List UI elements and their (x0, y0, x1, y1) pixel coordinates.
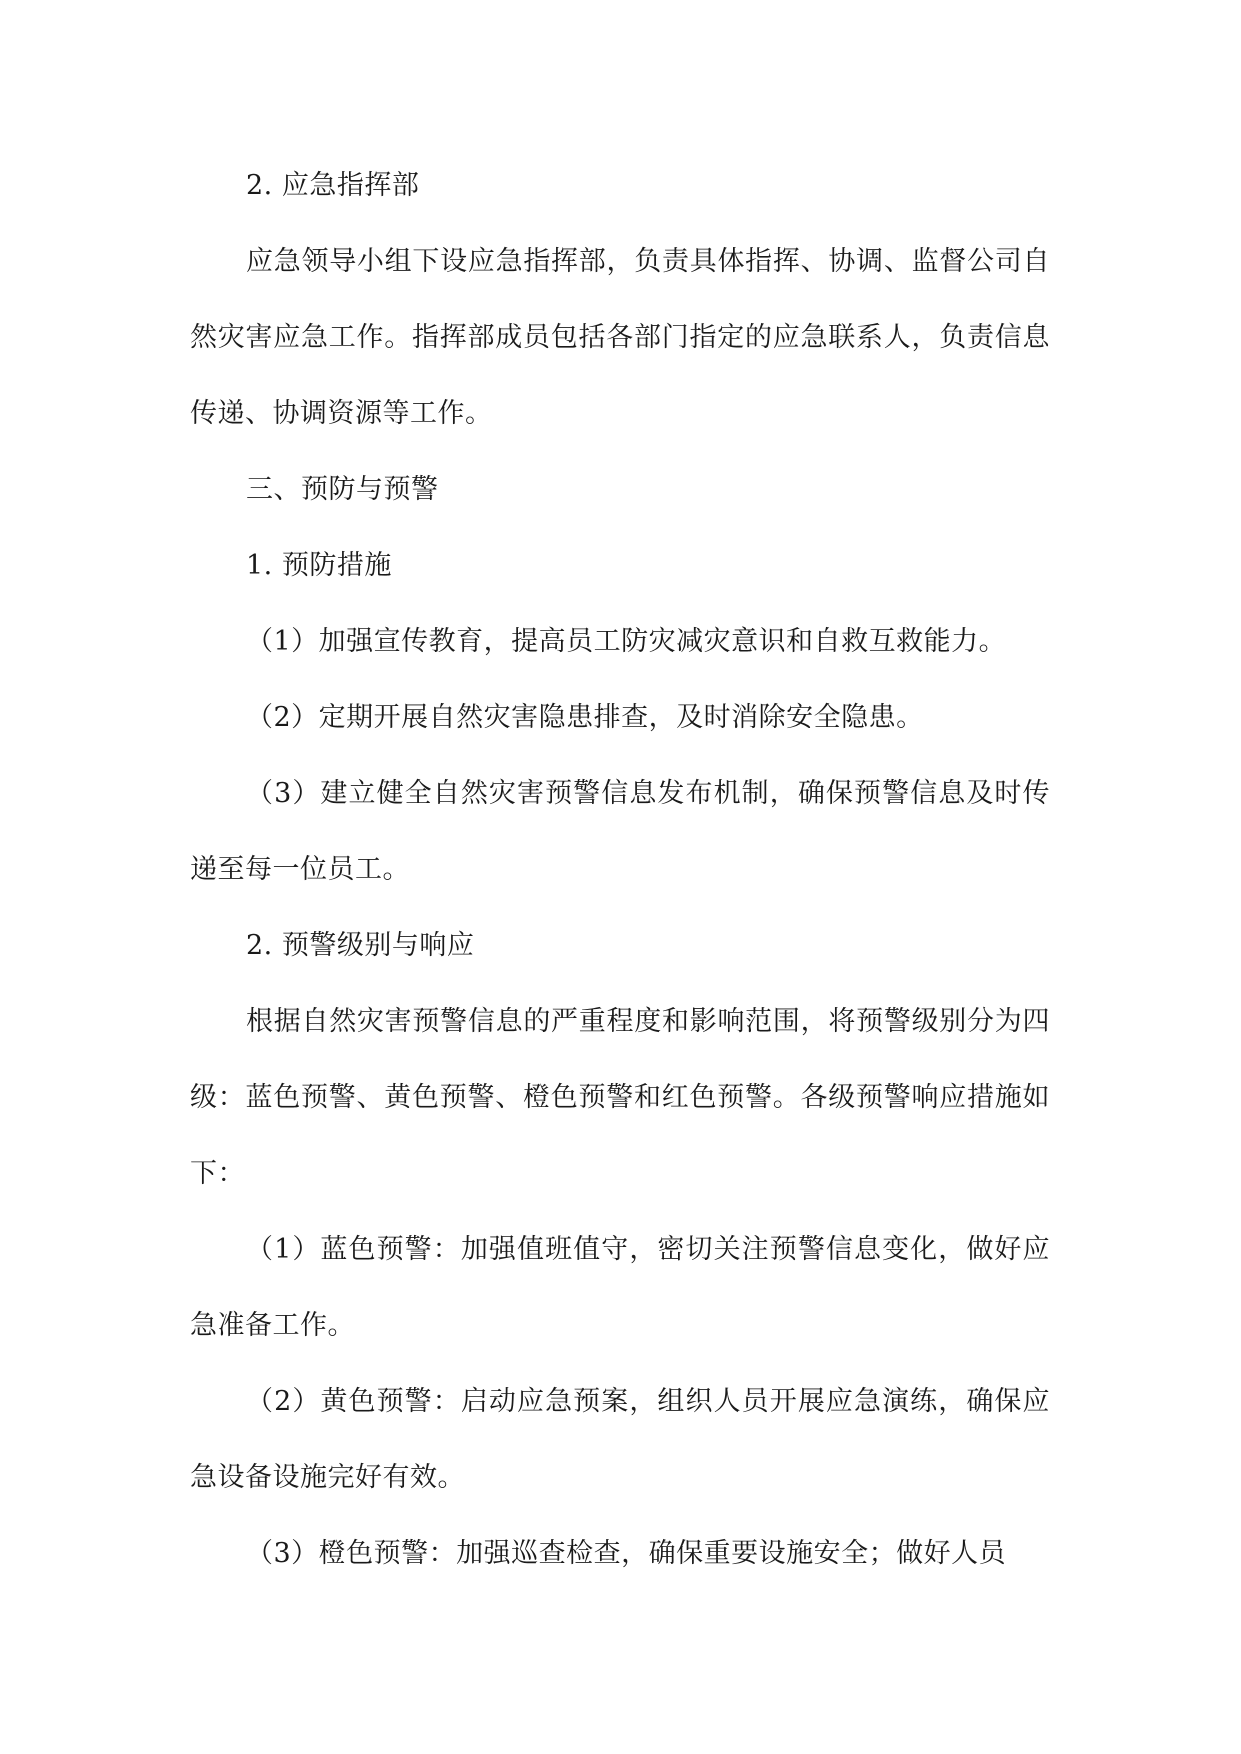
list-item-prevention-1: （1）加强宣传教育，提高员工防灾减灾意识和自救互救能力。 (246, 626, 1007, 657)
list-item-prevention-2: （2）定期开展自然灾害隐患排查，及时消除安全隐患。 (246, 702, 924, 733)
list-item-yellow-warning: （2）黄色预警：启动应急预案，组织人员开展应急演练，确保应急设备设施完好有效。 (190, 1386, 1050, 1493)
list-item-blue-warning: （1）蓝色预警：加强值班值守，密切关注预警信息变化，做好应急准备工作。 (190, 1234, 1050, 1341)
subsection-heading-prevention-measures: 1. 预防措施 (246, 550, 392, 581)
paragraph-command-description: 应急领导小组下设应急指挥部，负责具体指挥、协调、监督公司自然灾害应急工作。指挥部成员包括各部门指定的应急联系人，负责信息传递、协调资源等工作。 (190, 246, 1050, 429)
section-heading-prevention-warning: 三、预防与预警 (246, 474, 439, 505)
list-item-prevention-3: （3）建立健全自然灾害预警信息发布机制，确保预警信息及时传递至每一位员工。 (190, 778, 1050, 885)
subsection-heading-warning-levels: 2. 预警级别与响应 (246, 930, 475, 961)
section-heading-emergency-command: 2. 应急指挥部 (246, 170, 420, 201)
paragraph-warning-levels: 根据自然灾害预警信息的严重程度和影响范围，将预警级别分为四级：蓝色预警、黄色预警、橙色预警和红色预警。各级预警响应措施如下： (190, 1006, 1050, 1189)
list-item-orange-warning: （3）橙色预警：加强巡查检查，确保重要设施安全；做好人员 (246, 1538, 1007, 1569)
document-body (190, 148, 1050, 1592)
